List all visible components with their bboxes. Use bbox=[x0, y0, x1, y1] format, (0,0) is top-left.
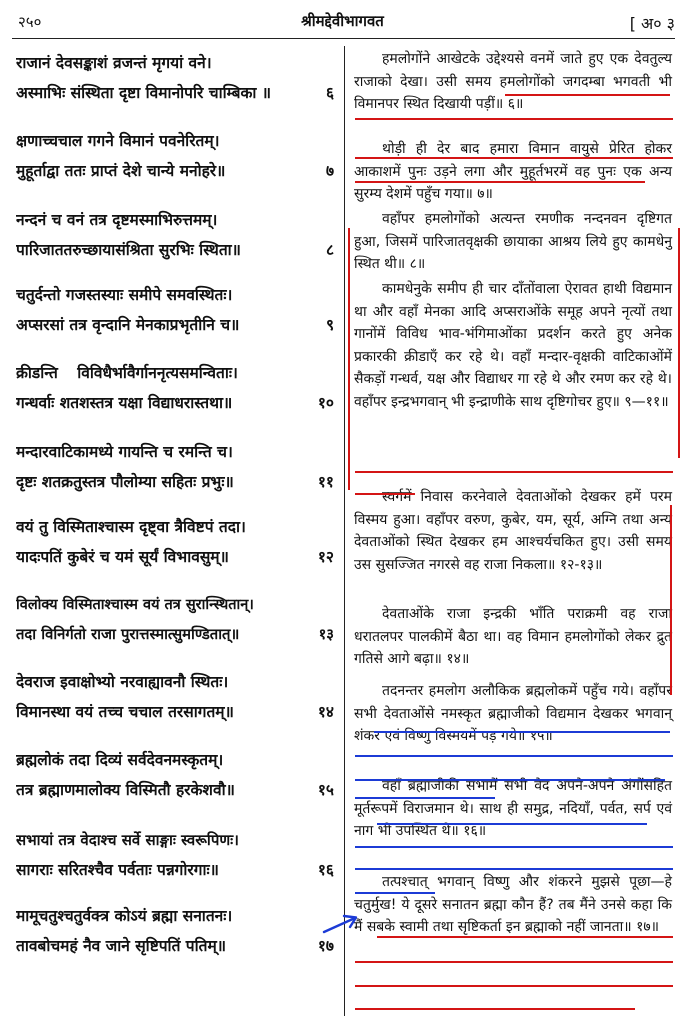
translation-paragraph bbox=[354, 278, 672, 486]
verse-line: क्रीडन्ति विविधैर्भावैर्गाननृत्यसमन्विताः। bbox=[16, 364, 238, 382]
verse bbox=[16, 745, 334, 825]
verse-line bbox=[16, 855, 334, 885]
red-underline-mark bbox=[355, 118, 673, 120]
translation-paragraph bbox=[354, 486, 672, 603]
translation-text: हमलोगोंने आखेटके उद्देश्यसे वनमें जाते हुए एक देवतुल्य राजाको देखा। उसी समय हमलोगोंको जगदम्बा भगवती भी विमानपर स्थित दिखायी पड़ीं॥ ६॥ bbox=[354, 51, 672, 113]
verse-line bbox=[16, 156, 334, 186]
verse-line bbox=[16, 467, 334, 497]
page-number: २५० bbox=[18, 13, 42, 31]
verse-number: १७ bbox=[317, 937, 334, 955]
translation-text: देवताओंके राजा इन्द्रकी भाँति पराक्रमी वह राजा धरातलपर पालकीमें बैठा था। वह विमान हमलोगोंको लेकर द्रुत गतिसे आगे बढ़ा॥ १४॥ bbox=[354, 606, 672, 668]
verse-line bbox=[16, 542, 334, 572]
verse-line-text: दृष्टः शतक्रतुस्तत्र पौलोम्या सहितः प्रभुः॥ bbox=[16, 473, 234, 491]
blue-underline-mark bbox=[374, 731, 670, 733]
translation-paragraph bbox=[354, 871, 672, 963]
verse-line: वयं तु विस्मिताश्चास्म दृष्ट्वा त्रैविष्टपं तदा। bbox=[16, 518, 246, 536]
verse-line: चतुर्दन्तो गजस्तस्याः समीपे समवस्थितः। bbox=[16, 286, 233, 304]
blue-underline-mark bbox=[355, 755, 673, 757]
verse-line: क्षणाच्चचाल गगने विमानं पवनेरितम्। bbox=[16, 132, 220, 150]
translation-paragraph bbox=[354, 603, 672, 680]
verse-number: १६ bbox=[317, 861, 334, 879]
verse-line-text: सागराः सरितश्चैव पर्वताः पन्नगोरगाः॥ bbox=[16, 861, 219, 879]
blue-underline-mark bbox=[355, 868, 673, 870]
red-underline-mark bbox=[355, 471, 673, 473]
translation-text: स्वर्गमें निवास करनेवाले देवताओंको देखकर हमें परम विस्मय हुआ। वहाँपर वरुण, कुबेर, यम, सूर्य, अग्नि तथा अन्य देवताओंको स्थित देखकर हम आश्चर्यचकित हुए। उसी समय उस सुसज्जित नगरसे वह राजा निकला॥ १२-१३॥ bbox=[354, 489, 672, 573]
verse-number: ११ bbox=[317, 473, 334, 491]
page-title: श्रीमद्देवीभागवत bbox=[301, 12, 384, 30]
red-underline-mark bbox=[377, 936, 673, 938]
blue-underline-mark bbox=[355, 797, 495, 799]
translation-text: वहाँ ब्रह्माजीकी सभामें सभी वेद अपने-अपने अंगोंसहित मूर्तरूपमें विराजमान थे। साथ ही समुद्र, नदियाँ, पर्वत, सर्प एवं नाग भी उपस्थित थे॥ १६॥ bbox=[354, 778, 672, 840]
translation-text: थोड़ी ही देर बाद हमारा विमान वायुसे प्रेरित होकर आकाशमें पुनः उड़ने लगा और मुहूर्तभरमें वह पुनः एक अन्य सुरम्य देशमें पहुँच गया॥ ७॥ bbox=[354, 141, 672, 203]
verse-line: नन्दनं च वनं तत्र दृष्टमस्माभिरुत्तमम्। bbox=[16, 211, 218, 229]
verse-line bbox=[16, 620, 334, 650]
blue-underline-mark bbox=[355, 779, 665, 781]
verse bbox=[16, 126, 334, 205]
verse bbox=[16, 512, 334, 590]
translation-paragraph bbox=[354, 680, 672, 775]
verse bbox=[16, 590, 334, 667]
red-underline-mark bbox=[355, 181, 645, 183]
verse-number: १४ bbox=[317, 703, 334, 721]
verse-line-text: पारिजाततरुच्छायासंश्रिता सुरभिः स्थिता॥ bbox=[16, 241, 241, 259]
verse bbox=[16, 825, 334, 901]
chapter-marker: [ अ० ३ bbox=[629, 14, 675, 33]
red-underline-mark bbox=[355, 493, 415, 495]
blue-underline-mark bbox=[355, 846, 673, 848]
verse bbox=[16, 437, 334, 512]
verse-line bbox=[16, 388, 334, 418]
red-underline-mark bbox=[355, 157, 673, 159]
verse-line-text: यादःपतिं कुबेरं च यमं सूर्यं विभावसुम्॥ bbox=[16, 548, 229, 566]
column-divider bbox=[344, 46, 345, 1016]
verse-line: राजानं देवसङ्काशं व्रजन्तं मृगयां वने। bbox=[16, 54, 212, 72]
verse-line: मामूचतुश्चतुर्वक्त्र कोऽयं ब्रह्मा सनातनः। bbox=[16, 907, 233, 925]
verse-number: १५ bbox=[317, 781, 334, 799]
verse-line: सभायां तत्र वेदाश्च सर्वे साङ्गाः स्वरूपिणः। bbox=[16, 831, 239, 849]
red-bracket-mark bbox=[670, 505, 672, 695]
translation-text: तत्पश्चात् भगवान् विष्णु और शंकरने मुझसे पूछा—हे चतुर्मुख! ये दूसरे सनातन ब्रह्मा कौन हैं? तब मैंने उनसे कहा कि मैं सबके स्वामी तथा सृष्टिकर्ता इन ब्रह्माको नहीं जानता॥ १७॥ bbox=[354, 874, 672, 936]
verse-line: देवराज इवाक्षोभ्यो नरवाह्यावनौ स्थितः। bbox=[16, 673, 229, 691]
verse bbox=[16, 901, 334, 971]
translation-text: कामधेनुके समीप ही चार दाँतोंवाला ऐरावत हाथी विद्यमान था और वहाँ मेनका आदि अप्सराओंके समूह अपने नृत्यों तथा गानोंमें विविध भाव-भंगिमाओंका प्रदर्शन करते हुए अनेक प्रकारकी क्रीडाएँ कर रहे थे। वहाँ मन्दार-वृक्षकी वाटिकाओंमें सैकड़ों गन्धर्व, यक्ष और विद्याधर गा रहे थे और रमण कर रहे थे। वहाँपर इन्द्रभगवान् भी इन्द्राणीके साथ दृष्टिगोचर हुए॥ ९—११॥ bbox=[354, 281, 672, 410]
red-underline-mark bbox=[355, 1008, 635, 1010]
verse-line: मन्दारवाटिकामध्ये गायन्ति च रमन्ति च। bbox=[16, 443, 233, 461]
verse bbox=[16, 280, 334, 358]
verse-number: १३ bbox=[318, 626, 334, 643]
verse-number: ७ bbox=[325, 162, 334, 180]
translation-paragraph bbox=[354, 208, 672, 278]
translation-paragraph bbox=[354, 138, 672, 208]
red-underline-mark bbox=[505, 94, 670, 96]
verse-line bbox=[16, 78, 334, 108]
verse bbox=[16, 358, 334, 437]
verse-line-text: तदा विनिर्गतो राजा पुरात्तस्मात्सुमण्डितात्॥ bbox=[16, 626, 240, 643]
verse-line-text: तावबोचमहं नैव जाने सृष्टिपतिं पतिम्॥ bbox=[16, 937, 227, 955]
verse-line bbox=[16, 697, 334, 727]
verse bbox=[16, 205, 334, 280]
verse bbox=[16, 667, 334, 745]
verse-line bbox=[16, 931, 334, 961]
sanskrit-verse-column bbox=[16, 48, 334, 971]
blue-underline-mark bbox=[355, 892, 435, 894]
verse-line bbox=[16, 775, 334, 805]
verse-number: ८ bbox=[325, 241, 334, 259]
blue-underline-mark bbox=[377, 823, 647, 825]
hindi-translation-column bbox=[354, 48, 672, 963]
header-rule bbox=[12, 38, 675, 39]
red-bracket-mark bbox=[678, 228, 680, 458]
verse bbox=[16, 48, 334, 126]
verse-line: ब्रह्मलोकं तदा दिव्यं सर्वदेवनमस्कृतम्। bbox=[16, 751, 224, 769]
verse-line-text: गन्धर्वाः शतशस्तत्र यक्षा विद्याधरास्तथा॥ bbox=[16, 394, 233, 412]
translation-paragraph bbox=[354, 48, 672, 138]
verse-line-text: विमानस्था वयं तच्च चचाल तरसागतम्॥ bbox=[16, 703, 234, 721]
blue-arrow-icon bbox=[322, 912, 362, 934]
verse-line bbox=[16, 310, 334, 340]
verse-number: ६ bbox=[325, 84, 334, 102]
verse-line-text: तत्र ब्रह्माणमालोक्य विस्मितौ हरकेशवौ॥ bbox=[16, 781, 235, 799]
verse-line-text: अप्सरसां तत्र वृन्दानि मेनकाप्रभृतीनि च॥ bbox=[16, 316, 240, 334]
verse-number: १२ bbox=[317, 548, 334, 566]
translation-text: वहाँपर हमलोगोंको अत्यन्त रमणीक नन्दनवन दृष्टिगत हुआ, जिसमें पारिजातवृक्षकी छायाका आश्रय लिये हुए कामधेनु स्थित थी॥ ८॥ bbox=[354, 211, 672, 273]
red-underline-mark bbox=[355, 961, 673, 963]
verse-line-text: मुहूर्ताद्वा ततः प्राप्तं देशे चान्ये मनोहरे॥ bbox=[16, 162, 226, 180]
red-bracket-mark bbox=[348, 228, 350, 490]
red-underline-mark bbox=[355, 985, 673, 987]
page-header bbox=[0, 0, 685, 40]
translation-text: तदनन्तर हमलोग अलौकिक ब्रह्मलोकमें पहुँच गये। वहाँपर सभी देवताओंसे नमस्कृत ब्रह्माजीको विद्यमान देखकर भगवान् शंकर एवं विष्णु विस्मयमें पड़ गये॥ १५॥ bbox=[354, 683, 672, 745]
verse-line: विलोक्य विस्मिताश्चास्म वयं तत्र सुरान्स्थितान्। bbox=[16, 597, 254, 613]
verse-number: १० bbox=[317, 394, 334, 412]
verse-line bbox=[16, 235, 334, 265]
verse-line-text: अस्माभिः संस्थिता दृष्टा विमानोपरि चाम्बिका ॥ bbox=[16, 84, 272, 102]
verse-number: ९ bbox=[325, 316, 334, 334]
